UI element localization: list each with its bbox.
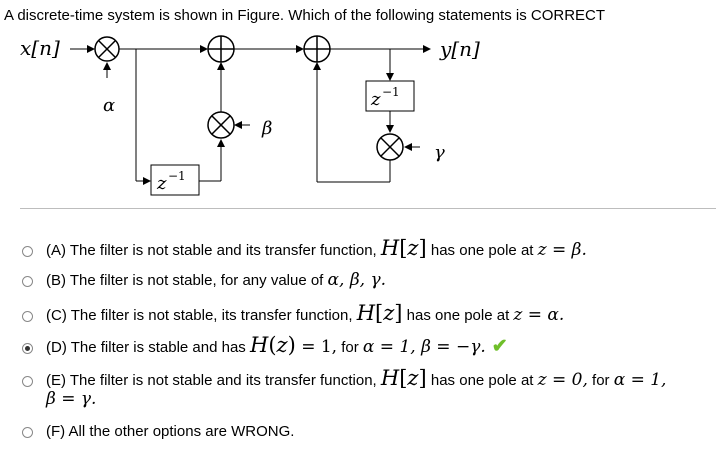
option-e-cond: z = 0, xyxy=(537,370,588,390)
option-e-for: for xyxy=(587,372,614,389)
option-d-eq: = 1, xyxy=(295,337,338,357)
option-f-text: (F) All the other options are WRONG. xyxy=(46,423,295,440)
radio-option-c[interactable] xyxy=(22,311,33,322)
option-c-H: H xyxy=(356,301,376,325)
question-text: A discrete-time system is shown in Figure. Which of the following statements is CORRECT xyxy=(4,7,606,24)
delay2-z: z xyxy=(371,89,381,110)
adder-2 xyxy=(304,36,330,62)
option-e-mid: has one pole at xyxy=(426,372,538,389)
radio-option-e[interactable] xyxy=(22,376,33,387)
option-d-z: z xyxy=(276,333,288,357)
option-a-z: z xyxy=(407,236,419,260)
option-e[interactable]: (E) The filter is not stable and its transfer function, H[z] has one pole at z = 0, for α = 1, xyxy=(22,366,666,390)
multiplier-alpha xyxy=(95,37,119,61)
block-diagram xyxy=(0,0,719,200)
multiplier-gamma xyxy=(377,134,403,160)
multiplier-beta xyxy=(208,112,234,138)
option-d-mid: for xyxy=(337,339,363,356)
radio-option-b[interactable] xyxy=(22,276,33,287)
beta-label: β xyxy=(262,118,273,139)
radio-option-a[interactable] xyxy=(22,246,33,257)
correct-check-icon: ✔ xyxy=(491,336,508,357)
option-e-text: (E) The filter is not stable and its transfer function, xyxy=(46,372,381,389)
delay2-exp: −1 xyxy=(382,85,400,99)
option-c-mid: has one pole at xyxy=(402,307,514,324)
delay-block-2 xyxy=(366,81,414,111)
option-d-cond: α = 1, β = −γ. xyxy=(362,337,486,357)
option-c-cond: z = α. xyxy=(513,305,565,325)
option-f[interactable] xyxy=(22,423,294,440)
option-d-H: H xyxy=(249,333,269,357)
divider xyxy=(20,208,716,209)
radio-option-f[interactable] xyxy=(22,427,33,438)
option-e-H: H xyxy=(380,366,400,390)
output-label: y[n] xyxy=(440,37,480,61)
gamma-label: γ xyxy=(434,142,445,163)
option-e-z: z xyxy=(407,366,419,390)
radio-option-d[interactable] xyxy=(22,343,33,354)
adder-1 xyxy=(208,36,234,62)
option-c-z: z xyxy=(383,301,395,325)
input-label: x[n] xyxy=(20,36,60,60)
option-a[interactable]: (A) The filter is not stable and its transfer function, H[z] has one pole at z = β. xyxy=(22,236,587,260)
option-a-H: H xyxy=(380,236,400,260)
delay-block-1 xyxy=(151,165,199,195)
delay1-exp: −1 xyxy=(168,169,186,183)
option-d-text: (D) The filter is stable and has xyxy=(46,339,250,356)
option-b-text: (B) The filter is not stable, for any value of xyxy=(46,272,328,289)
option-c[interactable]: (C) The filter is not stable, its transfer function, H[z] has one pole at z = α. xyxy=(22,301,564,325)
option-b-cond: α, β, γ. xyxy=(327,270,387,290)
option-b[interactable] xyxy=(22,270,386,290)
option-e-cond2: α = 1, xyxy=(613,370,667,390)
option-e-continuation: β = γ. xyxy=(46,389,97,409)
option-a-text: (A) The filter is not stable and its transfer function, xyxy=(46,242,381,259)
option-c-text: (C) The filter is not stable, its transfer function, xyxy=(46,307,357,324)
alpha-label: α xyxy=(103,95,116,116)
option-a-cond: z = β. xyxy=(537,240,587,260)
delay1-z: z xyxy=(157,173,167,194)
option-a-mid: has one pole at xyxy=(426,242,538,259)
option-d[interactable]: (D) The filter is stable and has H(z) = 1, for α = 1, β = −γ. ✔ xyxy=(22,333,508,358)
